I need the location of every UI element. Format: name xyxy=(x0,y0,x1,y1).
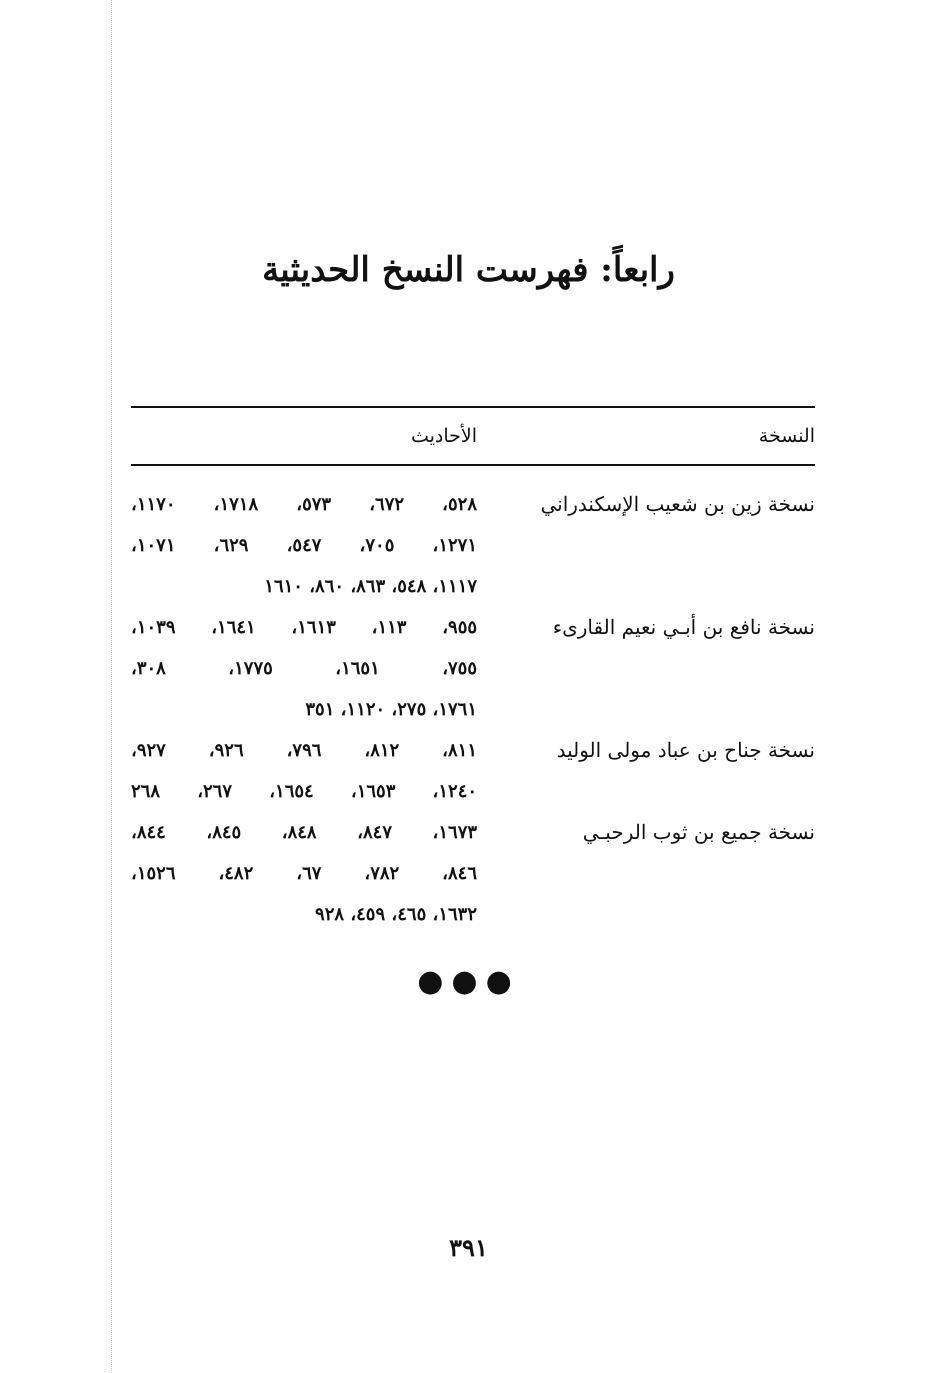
manuscript-name: نسخة زين بن شعيب الإسكندراني xyxy=(540,492,815,516)
hadith-numbers-line: ٥٢٨، ٦٧٢، ٥٧٣، ١٧١٨، ١١٧٠، xyxy=(131,494,478,515)
hadith-numbers-line: ٨١١، ٨١٢، ٧٩٦، ٩٢٦، ٩٢٧، xyxy=(131,740,478,761)
hadith-numbers xyxy=(131,484,477,607)
table-header-row xyxy=(131,408,815,464)
section-end-dots: ●●● xyxy=(417,964,520,999)
header-hadiths: الأحاديث xyxy=(410,425,477,447)
table-body xyxy=(131,466,815,935)
page-title: رابعاً: فهرست النسخ الحديثية xyxy=(262,250,675,290)
hadith-numbers-line: ١٦٣٢، ٤٦٥، ٤٥٩، ٩٢٨ xyxy=(315,904,477,925)
scan-edge-line xyxy=(111,0,112,1373)
hadith-numbers xyxy=(131,607,477,730)
page-number: ٣٩١ xyxy=(449,1233,488,1262)
hadith-numbers xyxy=(131,730,477,812)
hadith-numbers-line: ١١١٧، ٥٤٨، ٨٦٣، ٨٦٠، ١٦١٠ xyxy=(264,576,477,597)
hadith-numbers-line: ١٧٦١، ٢٧٥، ١١٢٠، ٣٥١ xyxy=(305,699,477,720)
hadith-numbers-line: ٩٥٥، ١١٣، ١٦١٣، ١٦٤١، ١٠٣٩، xyxy=(131,617,478,638)
hadith-numbers-line: ٨٤٦، ٧٨٢، ٦٧، ٤٨٢، ١٥٢٦، xyxy=(131,863,477,884)
table-row xyxy=(131,607,815,730)
hadith-numbers-line: ٧٥٥، ١٦٥١، ١٧٧٥، ٣٠٨، xyxy=(131,658,478,679)
hadith-numbers xyxy=(131,812,477,935)
manuscripts-index-table xyxy=(131,406,815,935)
manuscript-name: نسخة جناح بن عباد مولى الوليد xyxy=(556,738,815,762)
table-row xyxy=(131,730,815,812)
header-name: النسخة xyxy=(758,425,815,447)
hadith-numbers-line: ١٦٧٣، ٨٤٧، ٨٤٨، ٨٤٥، ٨٤٤، xyxy=(131,822,478,843)
manuscript-name: نسخة جميع بن ثوب الرحبـي xyxy=(582,820,815,844)
table-row xyxy=(131,484,815,607)
manuscript-name: نسخة نافع بن أبـي نعيم القارىء xyxy=(552,615,815,639)
table-row xyxy=(131,812,815,935)
hadith-numbers-line: ١٢٧١، ٧٠٥، ٥٤٧، ٦٢٩، ١٠٧١، xyxy=(131,535,478,556)
hadith-numbers-line: ١٢٤٠، ١٦٥٣، ١٦٥٤، ٢٦٧، ٢٦٨ xyxy=(131,781,478,802)
